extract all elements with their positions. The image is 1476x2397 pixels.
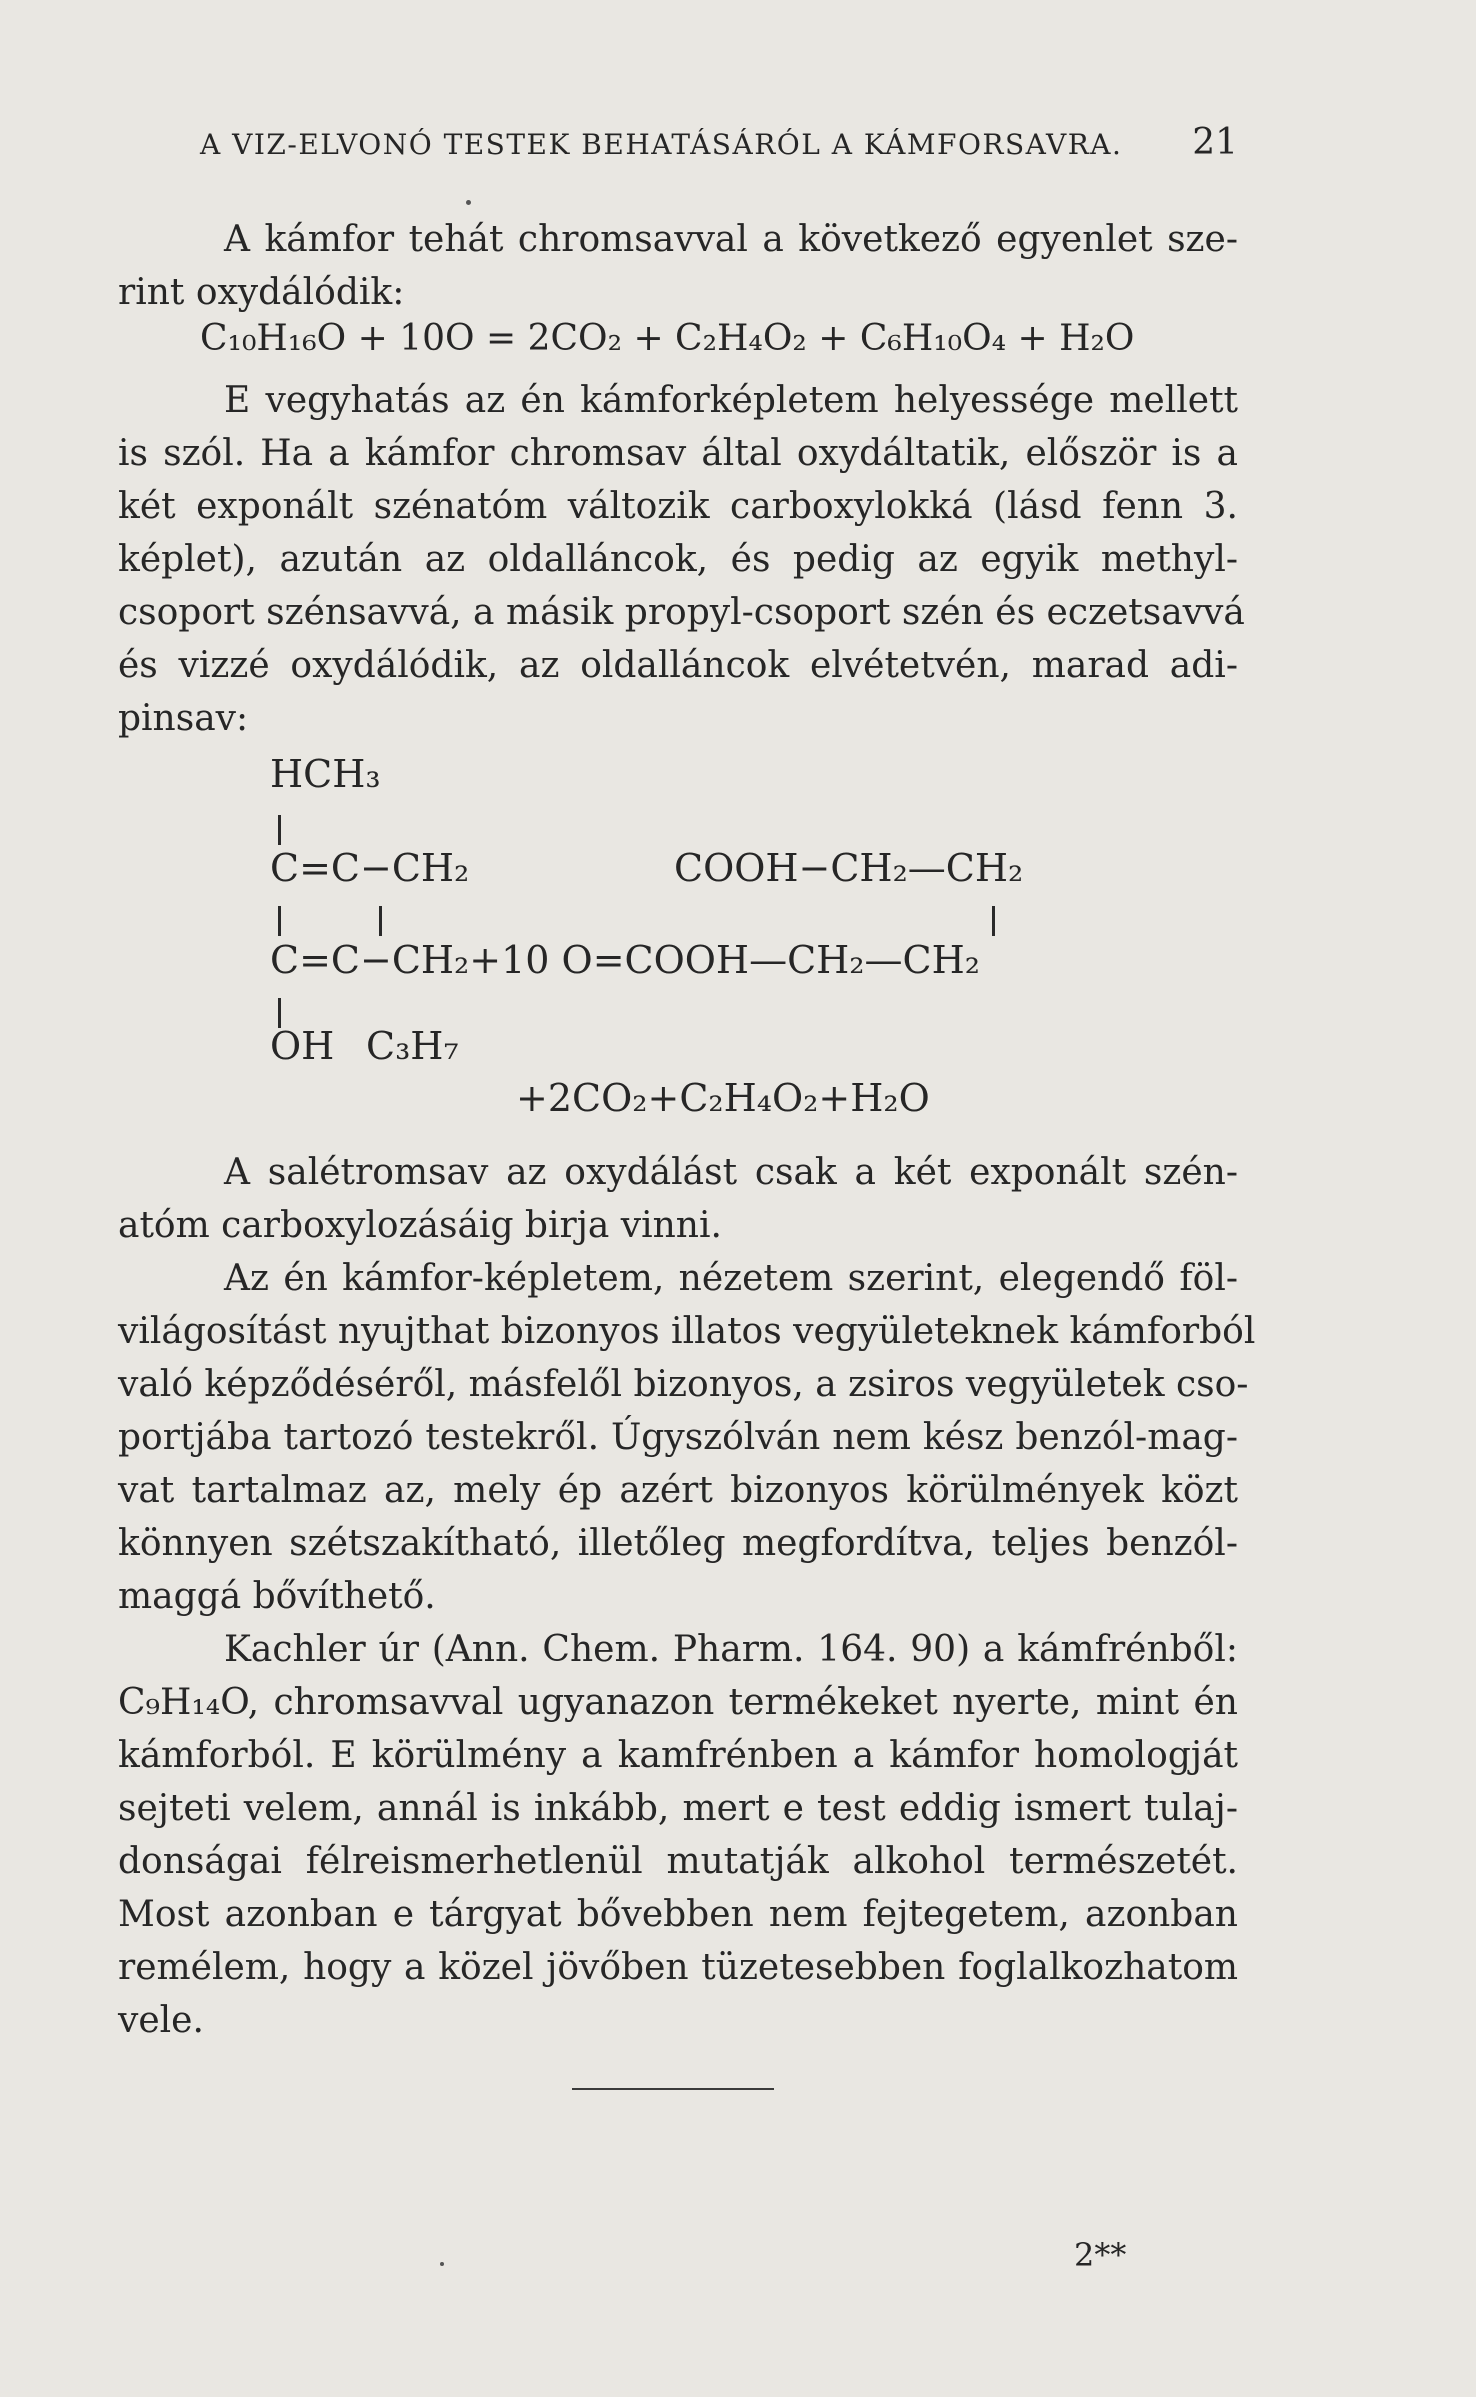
text-line: Kachler úr (Ann. Chem. Pharm. 164. 90) a kámfrénből: [224,1629,1238,1670]
section-divider [572,2088,774,2090]
text-line: Most azonban e tárgyat bővebben nem fejtegetem, azonban [118,1894,1238,1935]
text-line: is szól. Ha a kámfor chromsav által oxydáltatik, először is a [118,433,1238,474]
page-number: 21 [1192,122,1238,163]
formula-hch3: HCH₃ [270,752,381,796]
text-line: csoport szénsavvá, a másik propyl-csoport szén és eczetsavvá [118,592,1245,633]
text-line: vele. [118,2000,204,2041]
paragraph-4 [118,1252,1256,1623]
formula-row1-right: COOH−CH₂—CH₂ [674,846,1024,890]
text-line: rint oxydálódik: [118,272,405,313]
running-title: A VIZ-ELVONÓ TESTEK BEHATÁSÁRÓL A KÁMFORSAVRA. [200,128,1123,161]
paper-speck [440,2262,444,2266]
text-line: való képződéséről, másfelől bizonyos, a zsiros vegyületek cso- [118,1364,1249,1405]
text-line: sejteti velem, annál is inkább, mert e test eddig ismert tulaj- [118,1788,1238,1829]
paragraph-3 [118,1146,1238,1252]
text-line: vat tartalmaz az, mely ép azért bizonyos körülmények közt [118,1470,1238,1511]
text-line: C₉H₁₄O, chromsavval ugyanazon termékeket nyerte, mint én [118,1682,1238,1723]
text-line: atóm carboxylozásáig birja vinni. [118,1205,722,1246]
paragraph-2 [118,374,1245,745]
bond-line [278,906,281,936]
running-header [200,122,1238,163]
text-line: két exponált szénatóm változik carboxylokká (lásd fenn 3. [118,486,1238,527]
text-line: portjába tartozó testekről. Úgyszólván nem kész benzól-mag- [118,1417,1238,1458]
text-line: és vizzé oxydálódik, az oldalláncok elvétetvén, marad adi- [118,645,1238,686]
formula-row2: C=C−CH₂+10 O=COOH—CH₂—CH₂ [270,938,980,982]
text-line: képlet), azután az oldalláncok, és pedig az egyik methyl- [118,539,1238,580]
printer-signature: 2** [1074,2236,1127,2274]
text-line: donságai félreismerhetlenül mutatják alkohol természetét. [118,1841,1238,1882]
formula-oh: OH [270,1024,335,1068]
text-line: világosítást nyujthat bizonyos illatos vegyületeknek kámforból [118,1311,1256,1352]
text-line: pinsav: [118,698,249,739]
text-line: remélem, hogy a közel jövőben tüzetesebben foglalkozhatom [118,1947,1238,1988]
formula-row1-left: C=C−CH₂ [270,846,470,890]
formula-products: +2CO₂+C₂H₄O₂+H₂O [516,1076,930,1120]
text-line: kámforból. E körülmény a kamfrénben a kámfor homologját [118,1735,1238,1776]
text-line: E vegyhatás az én kámforképletem helyessége mellett [224,380,1238,421]
paper-speck [466,200,471,205]
paragraph-5 [118,1623,1238,2047]
text-line: A salétromsav az oxydálást csak a két exponált szén- [224,1152,1238,1193]
bond-line [992,906,995,936]
bond-line [278,815,281,845]
text-line: könnyen szétszakítható, illetőleg megfordítva, teljes benzól- [118,1523,1238,1564]
text-line: A kámfor tehát chromsavval a következő egyenlet sze- [224,219,1238,260]
formula-c3h7: C₃H₇ [366,1024,459,1068]
bond-line [379,906,382,936]
text-line: Az én kámfor-képletem, nézetem szerint, elegendő föl- [224,1258,1238,1299]
paragraph-1 [118,213,1238,319]
equation-oxidation: C₁₀H₁₆O + 10O = 2CO₂ + C₂H₄O₂ + C₆H₁₀O₄ + H₂O [200,318,1135,359]
text-line: maggá bővíthető. [118,1576,436,1617]
